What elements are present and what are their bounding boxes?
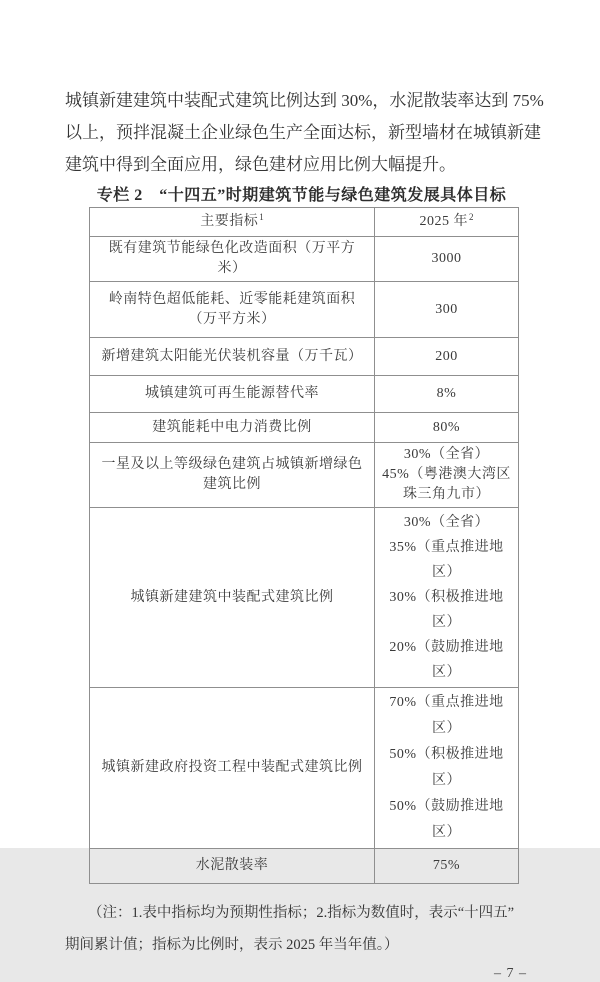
- value-cell: [375, 508, 519, 688]
- targets-table: [89, 207, 519, 884]
- indicator-cell: 一星及以上等级绿色建筑占城镇新增绿色建筑比例: [90, 443, 375, 508]
- value-line: 30%（积极推进地区）: [389, 590, 504, 630]
- value-cell: 300: [375, 282, 519, 338]
- footnote-marker: 2: [469, 212, 474, 222]
- table-row: [90, 413, 519, 443]
- indicator-cell: 城镇新建建筑中装配式建筑比例: [90, 508, 375, 688]
- value-cell: 200: [375, 338, 519, 376]
- indicator-cell: 岭南特色超低能耗、近零能耗建筑面积（万平方米）: [90, 282, 375, 338]
- value-cell: 3000: [375, 237, 519, 282]
- table-header-row: [90, 208, 519, 237]
- value-line: 30%（全省）: [403, 515, 490, 530]
- column-header-indicator: 主要指标$^1$: [90, 208, 375, 237]
- value-line: 30%（全省）: [403, 447, 490, 462]
- value-cell: 75%: [375, 849, 519, 884]
- table-row: [90, 338, 519, 376]
- indicator-cell: 建筑能耗中电力消费比例: [90, 413, 375, 443]
- indicator-cell: 城镇建筑可再生能源替代率: [90, 376, 375, 413]
- paragraph-line: 建筑中得到全面应用，绿色建材应用比例大幅提升。: [65, 155, 456, 174]
- indicator-cell: 水泥散装率: [90, 849, 375, 884]
- table-footnote: [65, 897, 538, 961]
- indicator-cell: 既有建筑节能绿色化改造面积（万平方米）: [90, 237, 375, 282]
- table-row: [90, 443, 519, 508]
- footnote-line: （注：1.表中指标均为预期性指标；2.指标为数值时，表示“十四五”: [88, 905, 515, 921]
- value-line: 50%（积极推进地区）: [389, 747, 504, 788]
- table-row: [90, 282, 519, 338]
- value-cell: [375, 688, 519, 849]
- indicator-cell: 城镇新建政府投资工程中装配式建筑比例: [90, 688, 375, 849]
- paragraph-line: 以上，预拌混凝土企业绿色生产全面达标，新型墙材在城镇新建: [65, 123, 541, 142]
- value-line: 20%（鼓励推进地区）: [389, 640, 504, 680]
- value-line: 50%（鼓励推进地区）: [389, 799, 504, 840]
- value-cell: [375, 443, 519, 508]
- table-row: [90, 376, 519, 413]
- page-number: – 7 –: [494, 966, 527, 981]
- value-cell: 80%: [375, 413, 519, 443]
- table-row: [90, 508, 519, 688]
- value-line: 45%（粤港澳大湾区珠三角九市）: [382, 467, 511, 502]
- value-line: 70%（重点推进地区）: [389, 695, 504, 736]
- footnote-marker: 1: [259, 212, 264, 222]
- table-row: [90, 849, 519, 884]
- table-row: [90, 237, 519, 282]
- indicator-cell: 新增建筑太阳能光伏装机容量（万千瓦）: [90, 338, 375, 376]
- paragraph-line: 城镇新建建筑中装配式建筑比例达到 30%，水泥散装率达到 75%: [65, 91, 544, 110]
- table-row: [90, 688, 519, 849]
- value-line: 35%（重点推进地区）: [389, 540, 504, 580]
- column-header-2025: 2025 年$^2$: [375, 208, 519, 237]
- value-cell: 8%: [375, 376, 519, 413]
- footnote-line: 期间累计值；指标为比例时，表示 2025 年当年值。）: [65, 937, 399, 953]
- body-paragraph: [65, 85, 544, 181]
- table-title: 专栏 2 “十四五”时期建筑节能与绿色建筑发展具体目标: [96, 187, 507, 204]
